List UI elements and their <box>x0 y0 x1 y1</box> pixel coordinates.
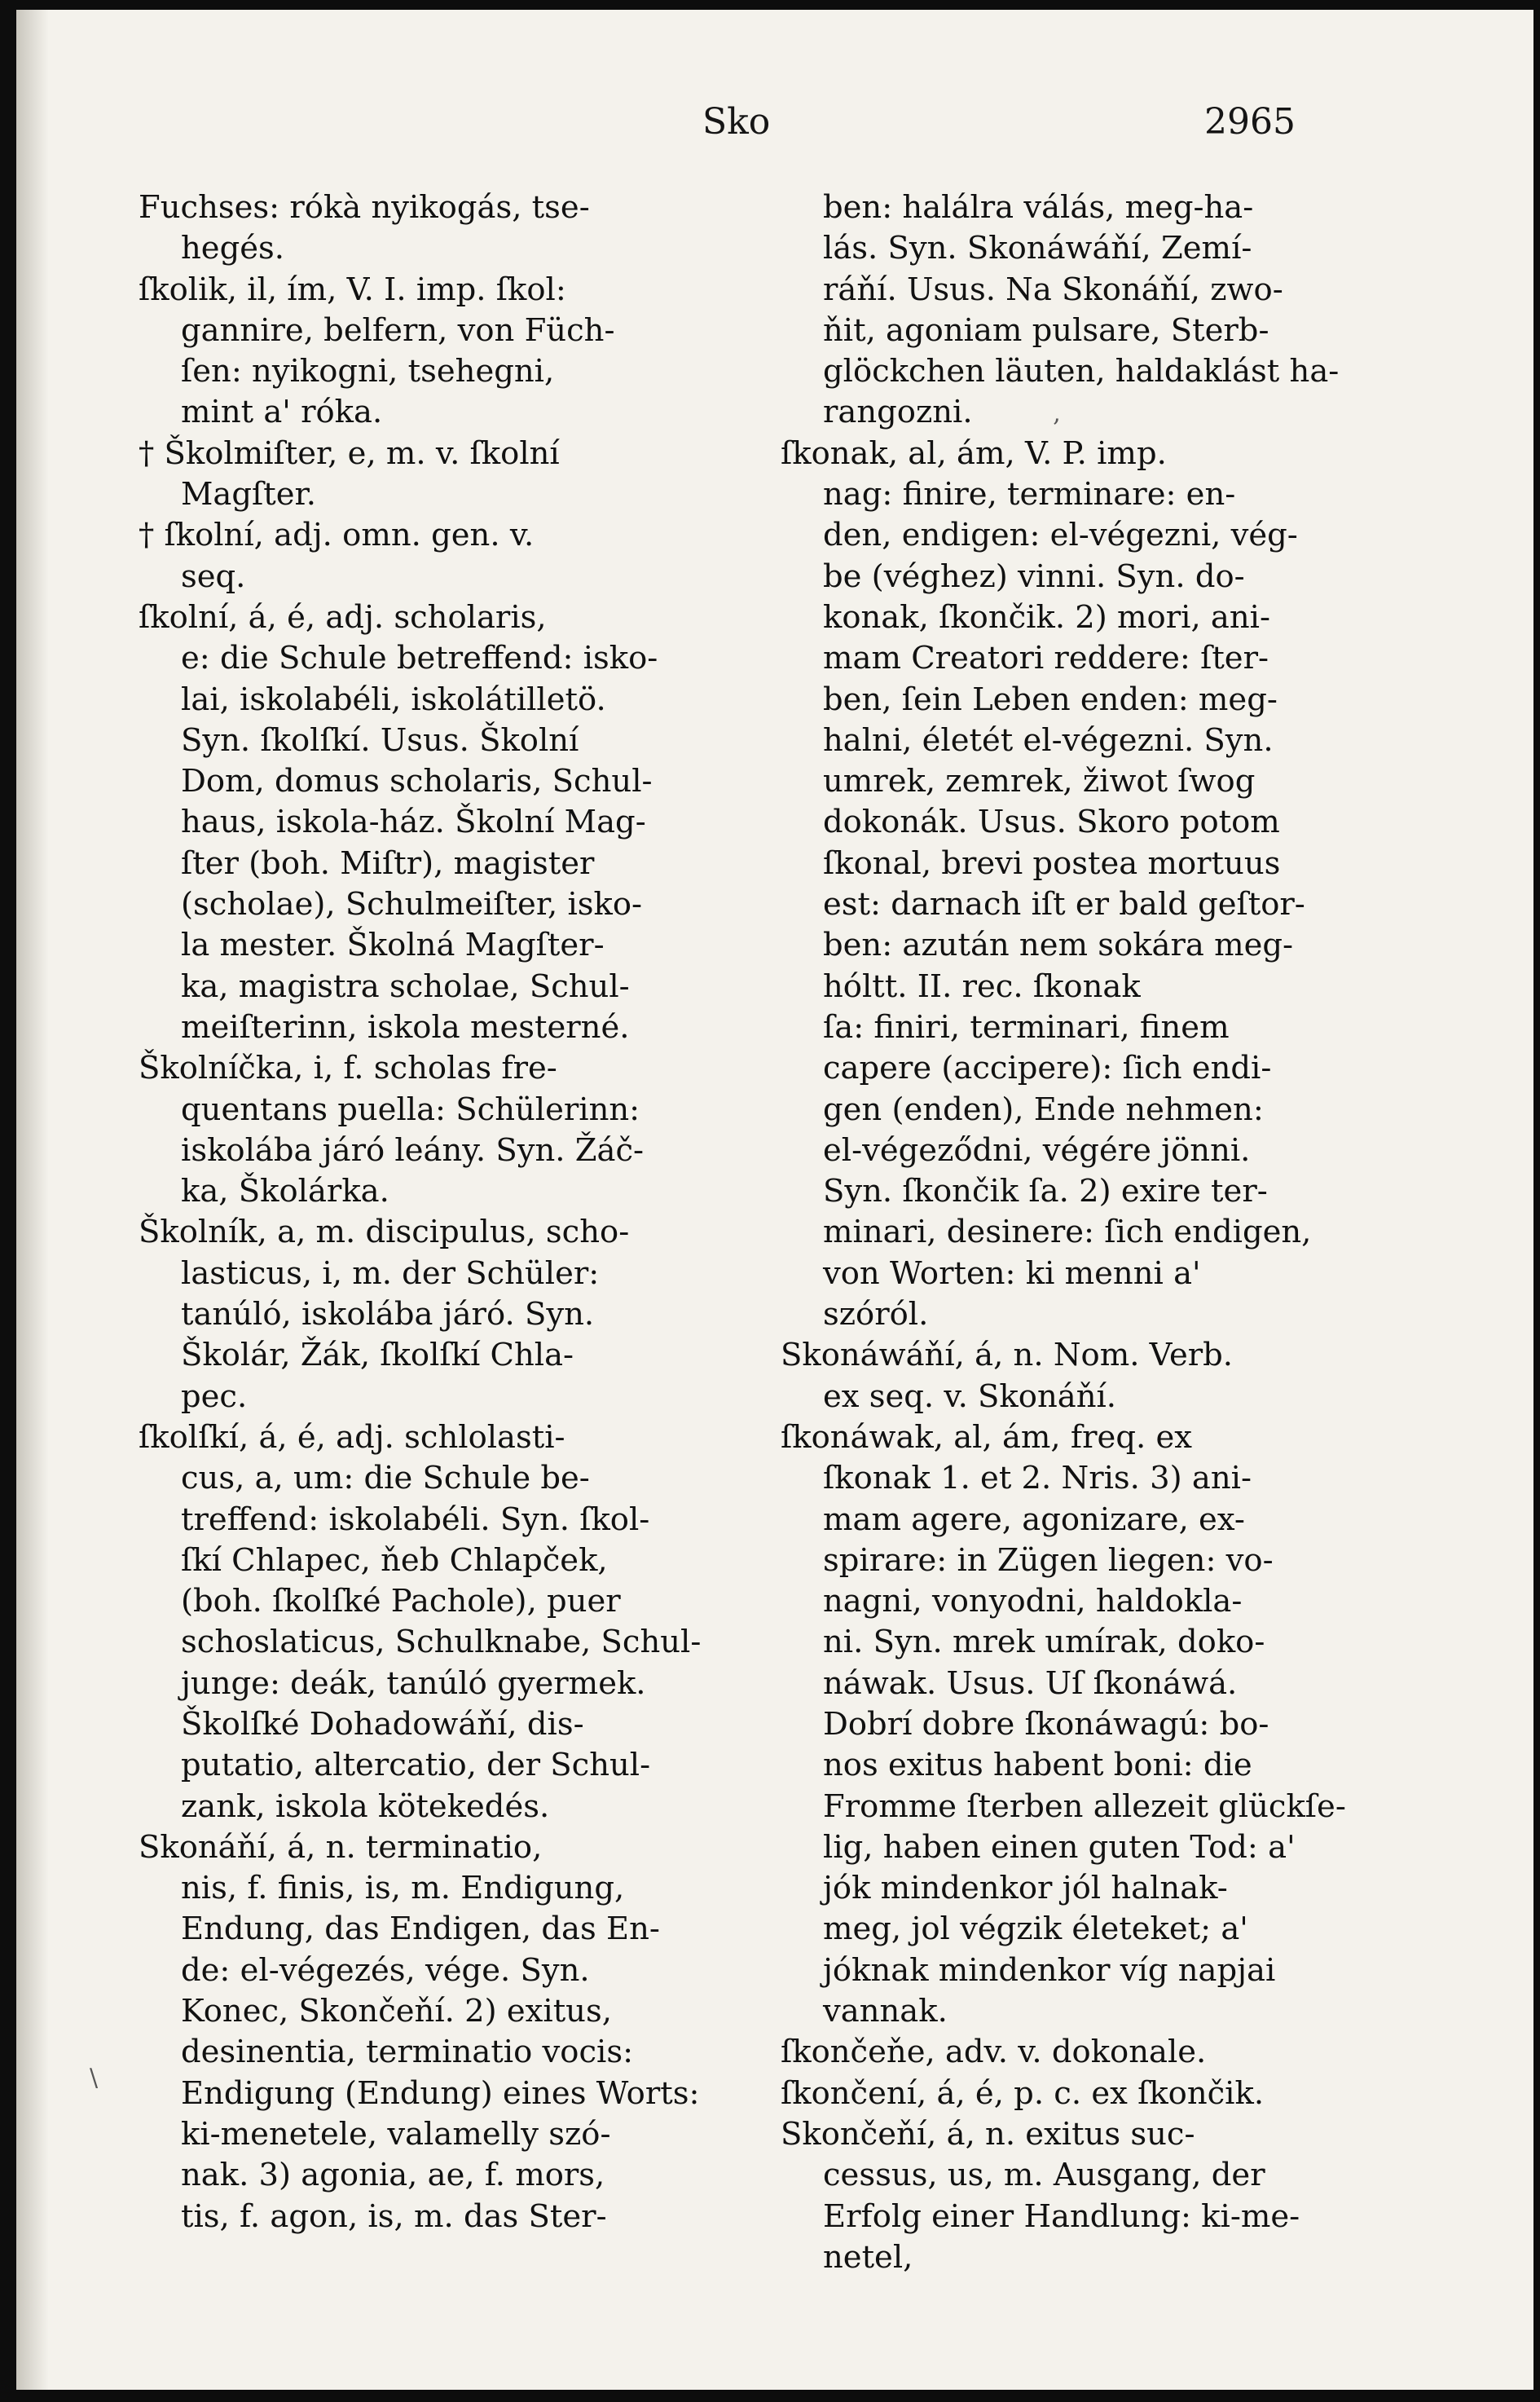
entry-line: zank, iskola kötekedés. <box>181 1787 550 1825</box>
entry-line: lai, iskolabéli, iskolátilletö. <box>181 681 606 718</box>
entry-line: ki-menetele, valamelly szó- <box>181 2115 611 2153</box>
entry-line: lasticus, i, m. der Schüler: <box>181 1254 600 1292</box>
right-column <box>781 187 1367 2278</box>
entry-headword-line: ſkončení, á, é, p. c. ex ſkončik. <box>781 2074 1265 2112</box>
entry-headword-line: Skonáwáňí, á, n. Nom. Verb. <box>781 1337 1234 1374</box>
entry-line: nagni, vonyodni, haldokla- <box>823 1583 1243 1620</box>
entry-line: spirare: in Zügen liegen: vo- <box>823 1541 1274 1579</box>
running-head-guideword: Sko <box>702 101 771 143</box>
entry-line: cessus, us, m. Ausgang, der <box>823 2157 1265 2194</box>
entry-line: nos exitus habent boni: die <box>823 1747 1252 1784</box>
entry-headword-line: ſkolik, il, ím, V. I. imp. ſkol: <box>139 271 566 308</box>
entry-headword-line: Fuchses: rókà nyikogás, tse- <box>139 189 590 226</box>
entry-line: ſa: finiri, terminari, finem <box>823 1008 1230 1046</box>
dictionary-page <box>16 10 1533 2390</box>
entry-line: treffend: iskolabéli. Syn. ſkol- <box>181 1501 650 1538</box>
entry-headword-line: ſkonak, al, ám, V. P. imp. <box>781 434 1167 472</box>
entry-line: e: die Schule betreffend: isko- <box>181 640 658 677</box>
entry-line: be (véghez) vinni. Syn. do- <box>823 558 1245 595</box>
entry-line: schoslaticus, Schulknabe, Schul- <box>181 1624 702 1661</box>
entry-line: ſen: nyikogni, tsehegni, <box>181 353 555 390</box>
entry-line: desinentia, terminatio vocis: <box>181 2034 634 2071</box>
entry-line: umrek, zemrek, žiwot ſwog <box>823 763 1256 800</box>
entry-line: von Worten: ki menni a' <box>823 1254 1201 1292</box>
entry-line: seq. <box>181 558 246 595</box>
entry-line: ben, ſein Leben enden: meg- <box>823 681 1278 718</box>
entry-line: Magſter. <box>181 476 316 513</box>
entry-line: vannak. <box>823 1993 948 2030</box>
entry-line: gen (enden), Ende nehmen: <box>823 1091 1264 1128</box>
entry-line: Erfolg einer Handlung: ki-me- <box>823 2197 1300 2235</box>
entry-line: ex seq. v. Skonáňí. <box>823 1377 1117 1415</box>
entry-line: jóknak mindenkor víg napjai <box>823 1951 1276 1989</box>
entry-line: ka, Školárka. <box>181 1173 389 1210</box>
entry-headword-line: Skonáňí, á, n. terminatio, <box>139 1828 543 1866</box>
entry-line: den, endigen: el-végezni, vég- <box>823 517 1298 554</box>
entry-line: meg, jol végzik életeket; a' <box>823 1911 1248 1948</box>
entry-line: la mester. Školná Magſter- <box>181 927 605 964</box>
entry-headword-line: † ſkolní, adj. omn. gen. v. <box>139 517 535 554</box>
entry-line: Fromme ſterben allezeit glückſe- <box>823 1787 1346 1825</box>
entry-line: rangozni. <box>823 394 973 431</box>
left-column <box>139 187 725 2237</box>
entry-line: hóltt. II. rec. ſkonak <box>823 967 1141 1005</box>
entry-line: ni. Syn. mrek umírak, doko- <box>823 1624 1265 1661</box>
entry-line: szóról. <box>823 1296 929 1333</box>
entry-line: putatio, altercatio, der Schul- <box>181 1747 651 1784</box>
entry-line: haus, iskola-ház. Školní Mag- <box>181 804 646 841</box>
entry-headword-line: ſkončeňe, adv. v. dokonale. <box>781 2034 1207 2071</box>
entry-line: Školſké Dohadowáňí, dis- <box>181 1705 584 1743</box>
entry-line: Školár, Žák, ſkolſkí Chla- <box>181 1337 574 1374</box>
entry-line: mam Creatori reddere: ſter- <box>823 640 1269 677</box>
entry-line: lás. Syn. Skonáwáňí, Zemí- <box>823 230 1252 267</box>
entry-line: el-végeződni, végére jönni. <box>823 1131 1251 1169</box>
entry-line: mam agere, agonizare, ex- <box>823 1501 1245 1538</box>
entry-line: Syn. ſkončik ſa. 2) exire ter- <box>823 1173 1268 1210</box>
entry-line: nis, f. finis, is, m. Endigung, <box>181 1870 625 1907</box>
entry-line: konak, ſkončik. 2) mori, ani- <box>823 598 1271 636</box>
entry-line: Endung, das Endigen, das En- <box>181 1911 660 1948</box>
entry-line: minari, desinere: ſich endigen, <box>823 1214 1312 1251</box>
entry-line: ſkí Chlapec, ňeb Chlapček, <box>181 1541 608 1579</box>
entry-line: quentans puella: Schülerinn: <box>181 1091 640 1128</box>
entry-headword-line: Školníčka, i, f. scholas fre- <box>139 1050 557 1087</box>
entry-line: mint a' róka. <box>181 394 383 431</box>
entry-line: ráňí. Usus. Na Skonáňí, zwo- <box>823 271 1283 308</box>
entry-line: netel, <box>823 2238 913 2276</box>
entry-line: ben: azután nem sokára meg- <box>823 927 1294 964</box>
entry-line: nag: finire, terminare: en- <box>823 476 1236 513</box>
page-gutter-shadow <box>16 10 49 2390</box>
entry-line: tis, f. agon, is, m. das Ster- <box>181 2197 607 2235</box>
entry-line: hegés. <box>181 230 285 267</box>
entry-line: gannire, belfern, von Füch- <box>181 311 615 349</box>
entry-line: glöckchen läuten, haldaklást ha- <box>823 353 1340 390</box>
entry-headword-line: ſkolſkí, á, é, adj. schlolasti- <box>139 1418 565 1456</box>
entry-line: de: el-végezés, vége. Syn. <box>181 1951 590 1989</box>
entry-line: Dom, domus scholaris, Schul- <box>181 763 653 800</box>
entry-line: tanúló, iskolába járó. Syn. <box>181 1296 595 1333</box>
entry-line: cus, a, um: die Schule be- <box>181 1460 590 1497</box>
entry-line: ſkonal, brevi postea mortuus <box>823 844 1281 882</box>
entry-line: est: darnach iſt er bald geſtor- <box>823 886 1305 923</box>
entry-line: Konec, Skončeňí. 2) exitus, <box>181 1993 612 2030</box>
entry-headword-line: † Školmiſter, e, m. v. ſkolní <box>139 434 560 472</box>
entry-line: Endigung (Endung) eines Worts: <box>181 2074 700 2112</box>
entry-line: pec. <box>181 1377 248 1415</box>
entry-line: (scholae), Schulmeiſter, isko- <box>181 886 643 923</box>
entry-line: junge: deák, tanúló gyermek. <box>181 1664 646 1702</box>
entry-headword-line: Skončeňí, á, n. exitus suc- <box>781 2115 1195 2153</box>
entry-line: halni, életét el-végezni. Syn. <box>823 721 1274 759</box>
entry-line: ſkonak 1. et 2. Nris. 3) ani- <box>823 1460 1252 1497</box>
entry-line: Syn. ſkolſkí. Usus. Školní <box>181 721 579 759</box>
entry-headword-line: ſkolní, á, é, adj. scholaris, <box>139 598 547 636</box>
entry-line: ſter (boh. Miſtr), magister <box>181 844 595 882</box>
entry-line: meiſterinn, iskola mesterné. <box>181 1008 630 1046</box>
entry-line: capere (accipere): ſich endi- <box>823 1050 1272 1087</box>
entry-line: (boh. ſkolſké Pachole), puer <box>181 1583 621 1620</box>
entry-line: jók mindenkor jól halnak- <box>823 1870 1228 1907</box>
entry-headword-line: Školník, a, m. discipulus, scho- <box>139 1214 630 1251</box>
print-speck: ‚ <box>1053 399 1061 428</box>
entry-line: ka, magistra scholae, Schul- <box>181 967 630 1005</box>
entry-line: dokonák. Usus. Skoro potom <box>823 804 1280 841</box>
entry-line: náwak. Usus. Uſ ſkonáwá. <box>823 1664 1238 1702</box>
page-number: 2965 <box>1204 101 1296 143</box>
entry-line: Dobrí dobre ſkonáwagú: bo- <box>823 1705 1269 1743</box>
entry-line: nak. 3) agonia, ae, f. mors, <box>181 2157 605 2194</box>
entry-line: iskolába járó leány. Syn. Žáč- <box>181 1131 645 1169</box>
entry-line: ben: halálra válás, meg-ha- <box>823 189 1254 226</box>
entry-line: ňit, agoniam pulsare, Sterb- <box>823 311 1269 349</box>
margin-speck: \ <box>90 2064 99 2092</box>
entry-line: lig, haben einen guten Tod: a' <box>823 1828 1296 1866</box>
entry-headword-line: ſkonáwak, al, ám, freq. ex <box>781 1418 1192 1456</box>
